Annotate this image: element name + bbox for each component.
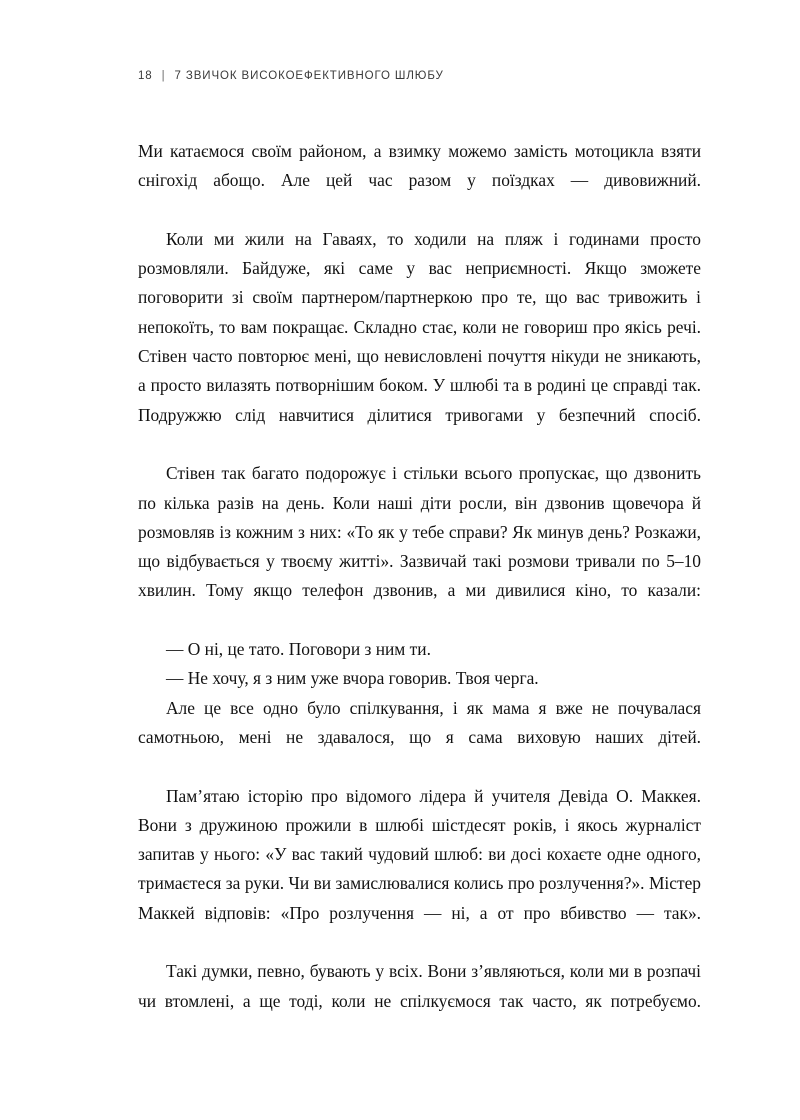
paragraph: Коли ми жили на Гаваях, то ходили на пляж і годинами просто розмовляли. Байдуже, які саме у вас неприємності. Якщо зможете поговорити зі своїм партнером/партнеркою про те, що вас тривожить і непокоїть, то вам покращає. Складно стає, коли не говориш про якісь речі. Стівен часто повторює мені, що невисловлені почуття нікуди не зникають, а просто вилазять потворнішим боком. У шлюбі та в родині це справді так. Подружжю слід навчитися ділитися тривогами у безпечний спосіб.	[138, 228, 701, 425]
paragraph: Але це все одно було спілкування, і як мама я вже не почувалася самотньою, мені не здавалося, що я сама виховую наших дітей.	[138, 697, 701, 747]
paragraph: Ми катаємося своїм районом, а взимку можемо замість мотоцикла взяти снігохід абощо. Але цей час разом у поїздках — дивовижний.	[138, 141, 701, 191]
paragraph: Стівен так багато подорожує і стільки всього пропускає, що дзвонить по кілька разів на день. Коли наші діти росли, він дзвонив щовечора й розмовляв із кожним з них: «То як у тебе справи? Як минув день? Розкажи, що відбувається у твоєму житті». Зазвичай такі розмови тривали по 5–10 хвилин. Тому якщо телефон дзвонив, а ми дивилися кіно, то казали:	[138, 463, 701, 601]
dialogue-line: — Не хочу, я з ним уже вчора говорив. Твоя черга.	[166, 668, 539, 689]
running-head	[138, 70, 444, 82]
body-text	[138, 137, 701, 1045]
paragraph: Пам’ятаю історію про відомого лідера й учителя Девіда О. Маккея. Вони з дружиною прожили в шлюбі шістдесят років, і якось журналіст запитав у нього: «У вас такий чудовий шлюб: ви досі кохаєте одне одного, тримаєтеся за руки. Чи ви замислювалися колись про розлучення?». Містер Маккей відповів: «Про розлучення — ні, а от про вбивство — так».	[138, 785, 701, 923]
page-number: 18	[138, 70, 153, 82]
chapter-title: 7 ЗВИЧОК ВИСОКОЕФЕКТИВНОГО ШЛЮБУ	[174, 70, 444, 82]
dialogue-line: — О ні, це тато. Поговори з ним ти.	[166, 639, 431, 660]
paragraph: Такі думки, певно, бувають у всіх. Вони з’являються, коли ми в розпачі чи втомлені, а ще тоді, коли не спілкуємося так часто, як потребуємо.	[138, 961, 701, 1011]
running-head-separator: |	[161, 70, 166, 82]
